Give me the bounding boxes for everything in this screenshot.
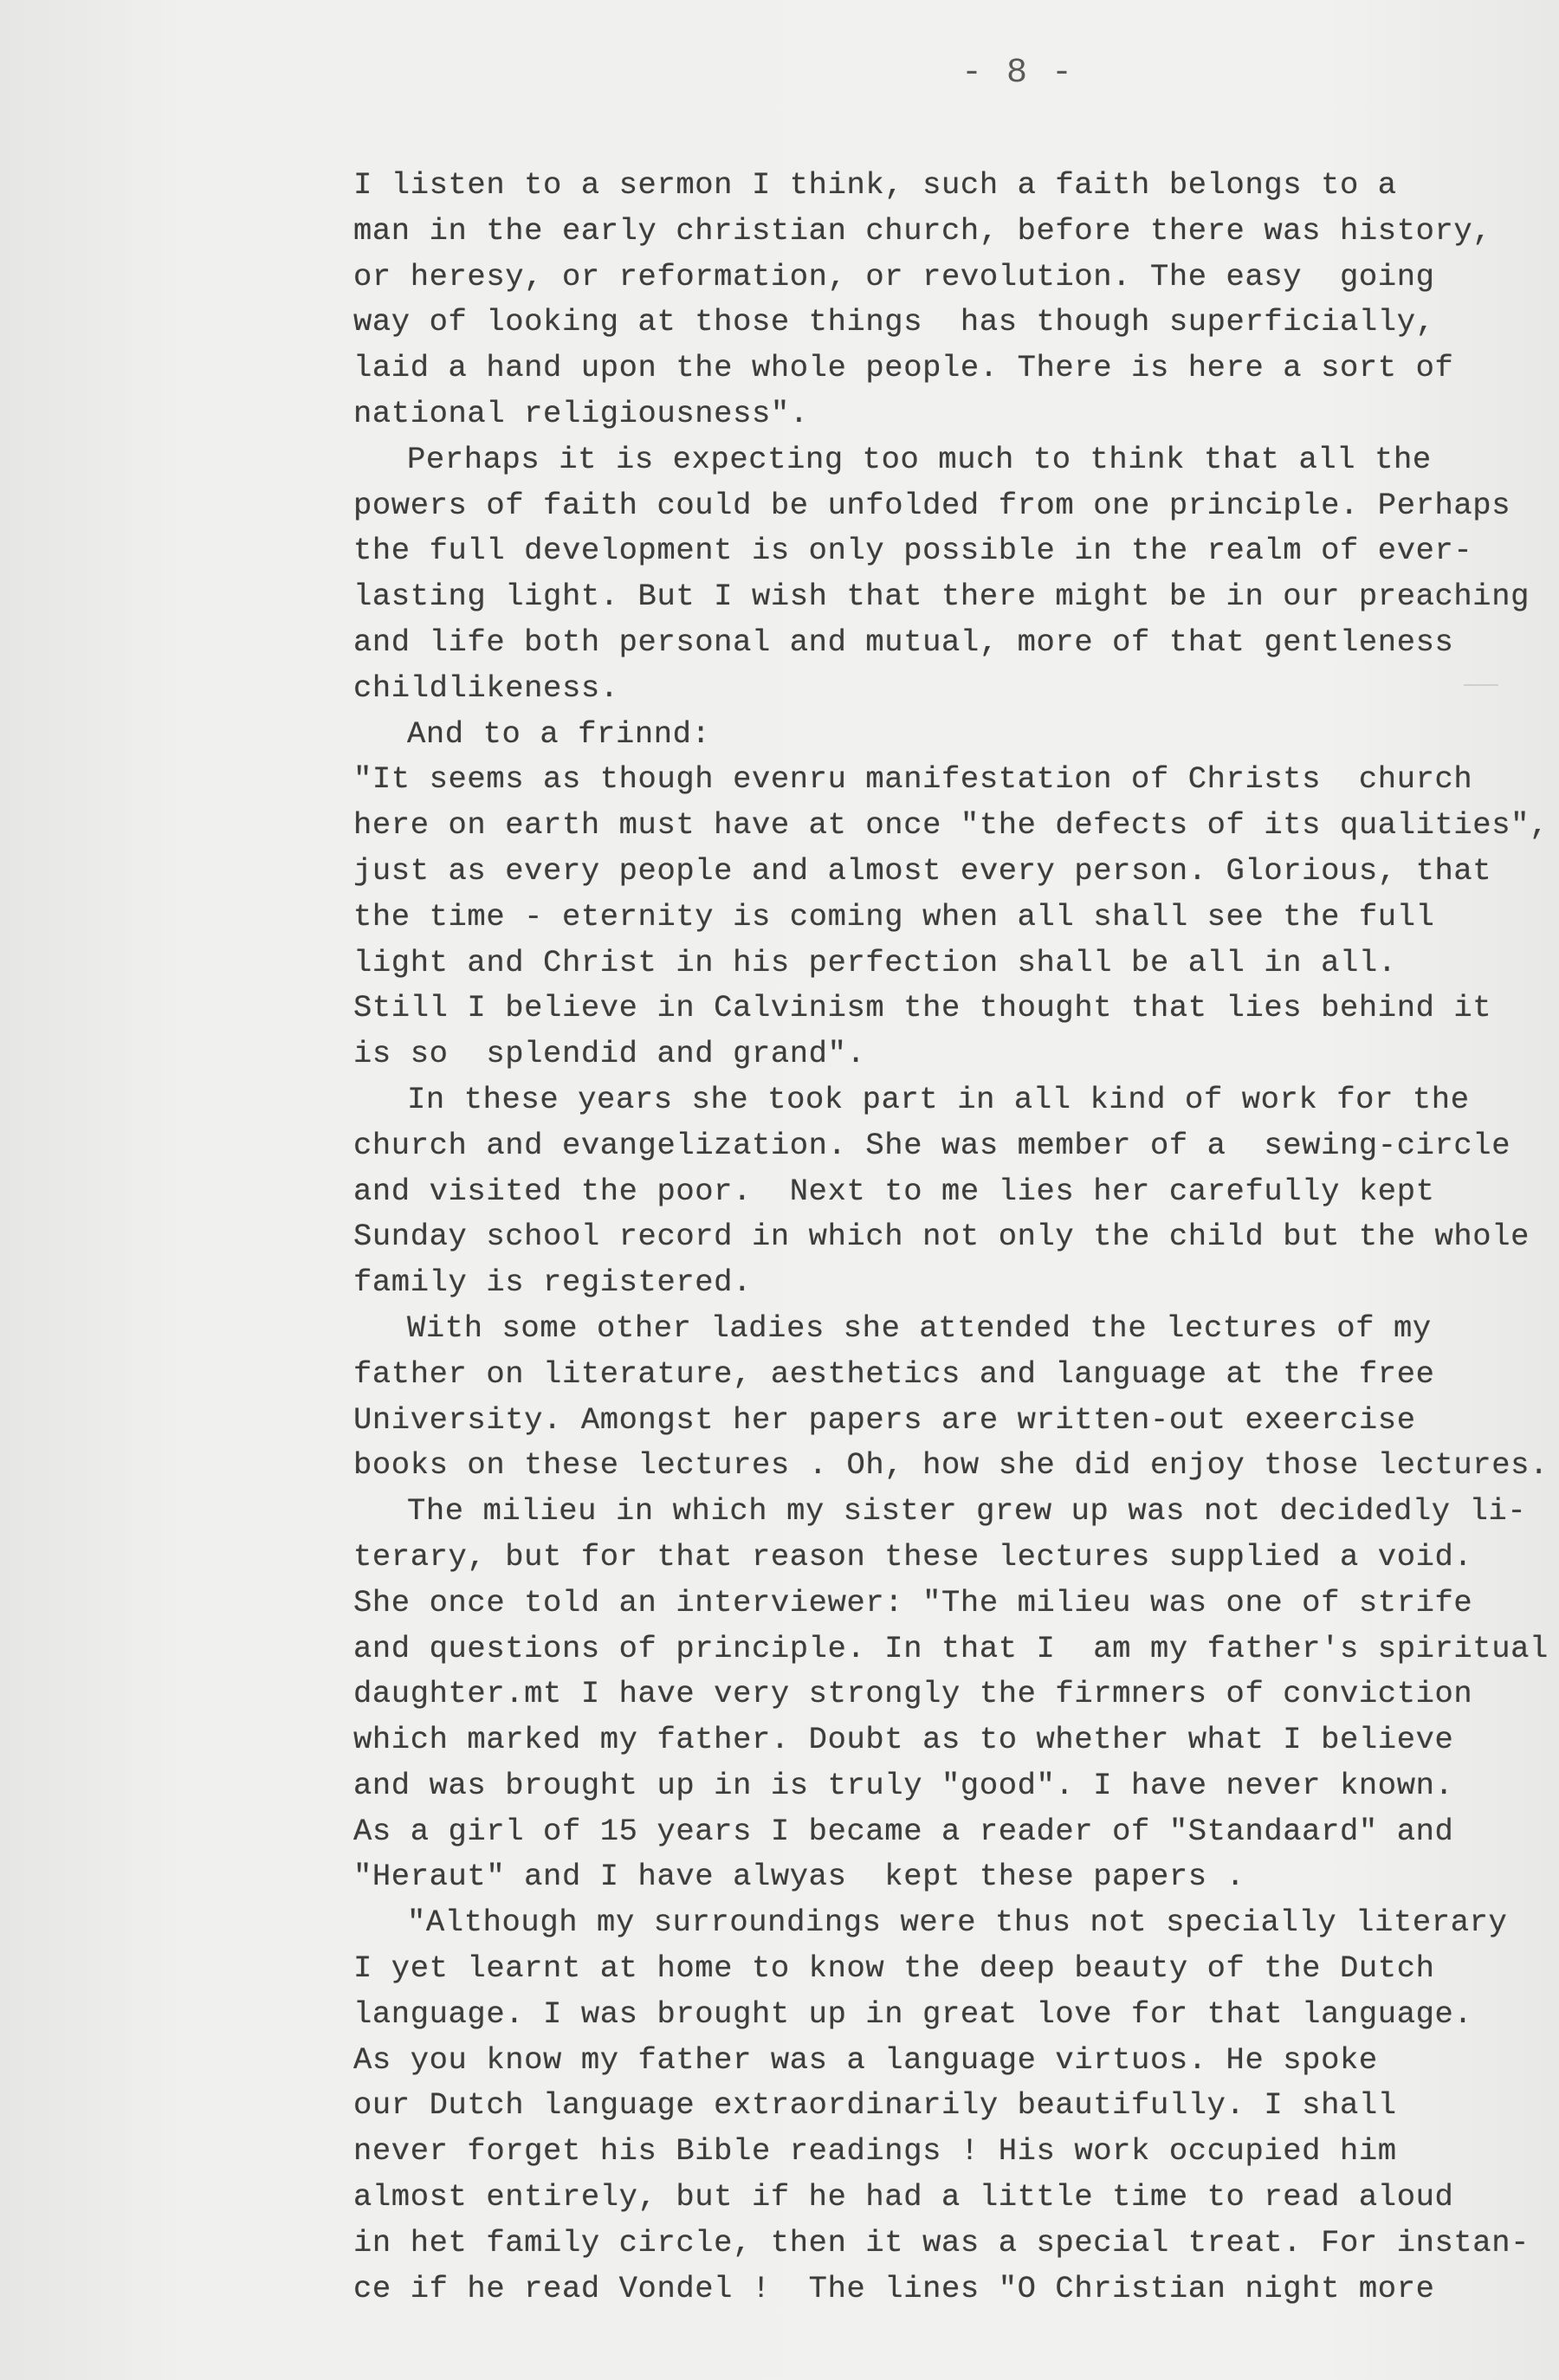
text-line: and visited the poor. Next to me lies her carefully kept [353, 1173, 1435, 1209]
text-line: She once told an interviewer: "The milieu was one of strife [353, 1584, 1473, 1620]
text-line: Perhaps it is expecting too much to think that all the [407, 441, 1432, 477]
typed-body-text [353, 163, 1549, 2312]
text-line: As you know my father was a language virtuos. He spoke [353, 2041, 1378, 2078]
text-line: ce if he read Vondel ! The lines "O Christian night more [353, 2270, 1435, 2306]
text-line: In these years she took part in all kind of work for the [407, 1081, 1470, 1117]
text-line: And to a frinnd: [407, 715, 711, 752]
text-line: which marked my father. Doubt as to whether what I believe [353, 1722, 1454, 1758]
text-line: "It seems as though evenru manifestation of Christs church [353, 761, 1473, 798]
text-line: here on earth must have at once "the defects of its qualities", [353, 807, 1549, 844]
text-line: light and Christ in his perfection shall be all in all. [353, 944, 1397, 980]
text-line: I yet learnt at home to know the deep beauty of the Dutch [353, 1950, 1435, 1987]
text-line: never forget his Bible readings ! His work occupied him [353, 2133, 1397, 2170]
text-line: family is registered. [353, 1264, 752, 1301]
text-line: Sunday school record in which not only the child but the whole [353, 1219, 1530, 1255]
text-line: "Heraut" and I have alwyas kept these papers . [353, 1859, 1245, 1895]
text-line: and questions of principle. In that I am my father's spiritual [353, 1630, 1549, 1666]
text-line: language. I was brought up in great love for that language. [353, 1995, 1473, 2032]
text-line: the time - eternity is coming when all shall see the full [353, 898, 1435, 935]
text-line: our Dutch language extraordinarily beautifully. I shall [353, 2087, 1397, 2124]
text-line: childlikeness. [353, 669, 619, 706]
text-line: is so splendid and grand". [353, 1036, 866, 1072]
text-line: The milieu in which my sister grew up was not decidedly li- [407, 1493, 1527, 1530]
text-line: I listen to a sermon I think, such a faith belongs to a [353, 167, 1397, 203]
text-line: As a girl of 15 years I became a reader of "Standaard" and [353, 1813, 1454, 1849]
text-line: and life both personal and mutual, more of that gentleness [353, 624, 1454, 660]
text-line: books on these lectures . Oh, how she did enjoy those lectures. [353, 1447, 1549, 1484]
text-line: father on literature, aesthetics and language at the free [353, 1355, 1435, 1392]
text-line: in het family circle, then it was a special treat. For instan- [353, 2224, 1530, 2260]
text-line: way of looking at those things has though superficially, [353, 304, 1435, 340]
text-line: daughter.mt I have very strongly the firmners of conviction [353, 1676, 1473, 1712]
page-number: - 8 - [961, 54, 1075, 93]
text-line: powers of faith could be unfolded from one principle. Perhaps [353, 487, 1511, 523]
text-line: University. Amongst her papers are written-out exeercise [353, 1401, 1416, 1438]
text-line: church and evangelization. She was member of a sewing-circle [353, 1127, 1511, 1163]
text-line: "Although my surroundings were thus not specially literary [407, 1905, 1508, 1941]
text-line: just as every people and almost every person. Glorious, that [353, 852, 1492, 889]
text-line: man in the early christian church, before there was history, [353, 212, 1492, 249]
text-line: With some other ladies she attended the lectures of my [407, 1310, 1432, 1346]
text-line: the full development is only possible in the realm of ever- [353, 533, 1473, 569]
text-line: almost entirely, but if he had a little time to read aloud [353, 2179, 1454, 2215]
text-line: Still I believe in Calvinism the thought that lies behind it [353, 990, 1492, 1026]
text-line: national religiousness". [353, 395, 809, 431]
text-line: laid a hand upon the whole people. There is here a sort of [353, 350, 1454, 386]
text-line: lasting light. But I wish that there might be in our preaching [353, 579, 1530, 615]
text-line: and was brought up in is truly "good". I have never known. [353, 1767, 1454, 1803]
text-line: or heresy, or reformation, or revolution. The easy going [353, 258, 1435, 294]
text-line: terary, but for that reason these lectures supplied a void. [353, 1538, 1473, 1575]
